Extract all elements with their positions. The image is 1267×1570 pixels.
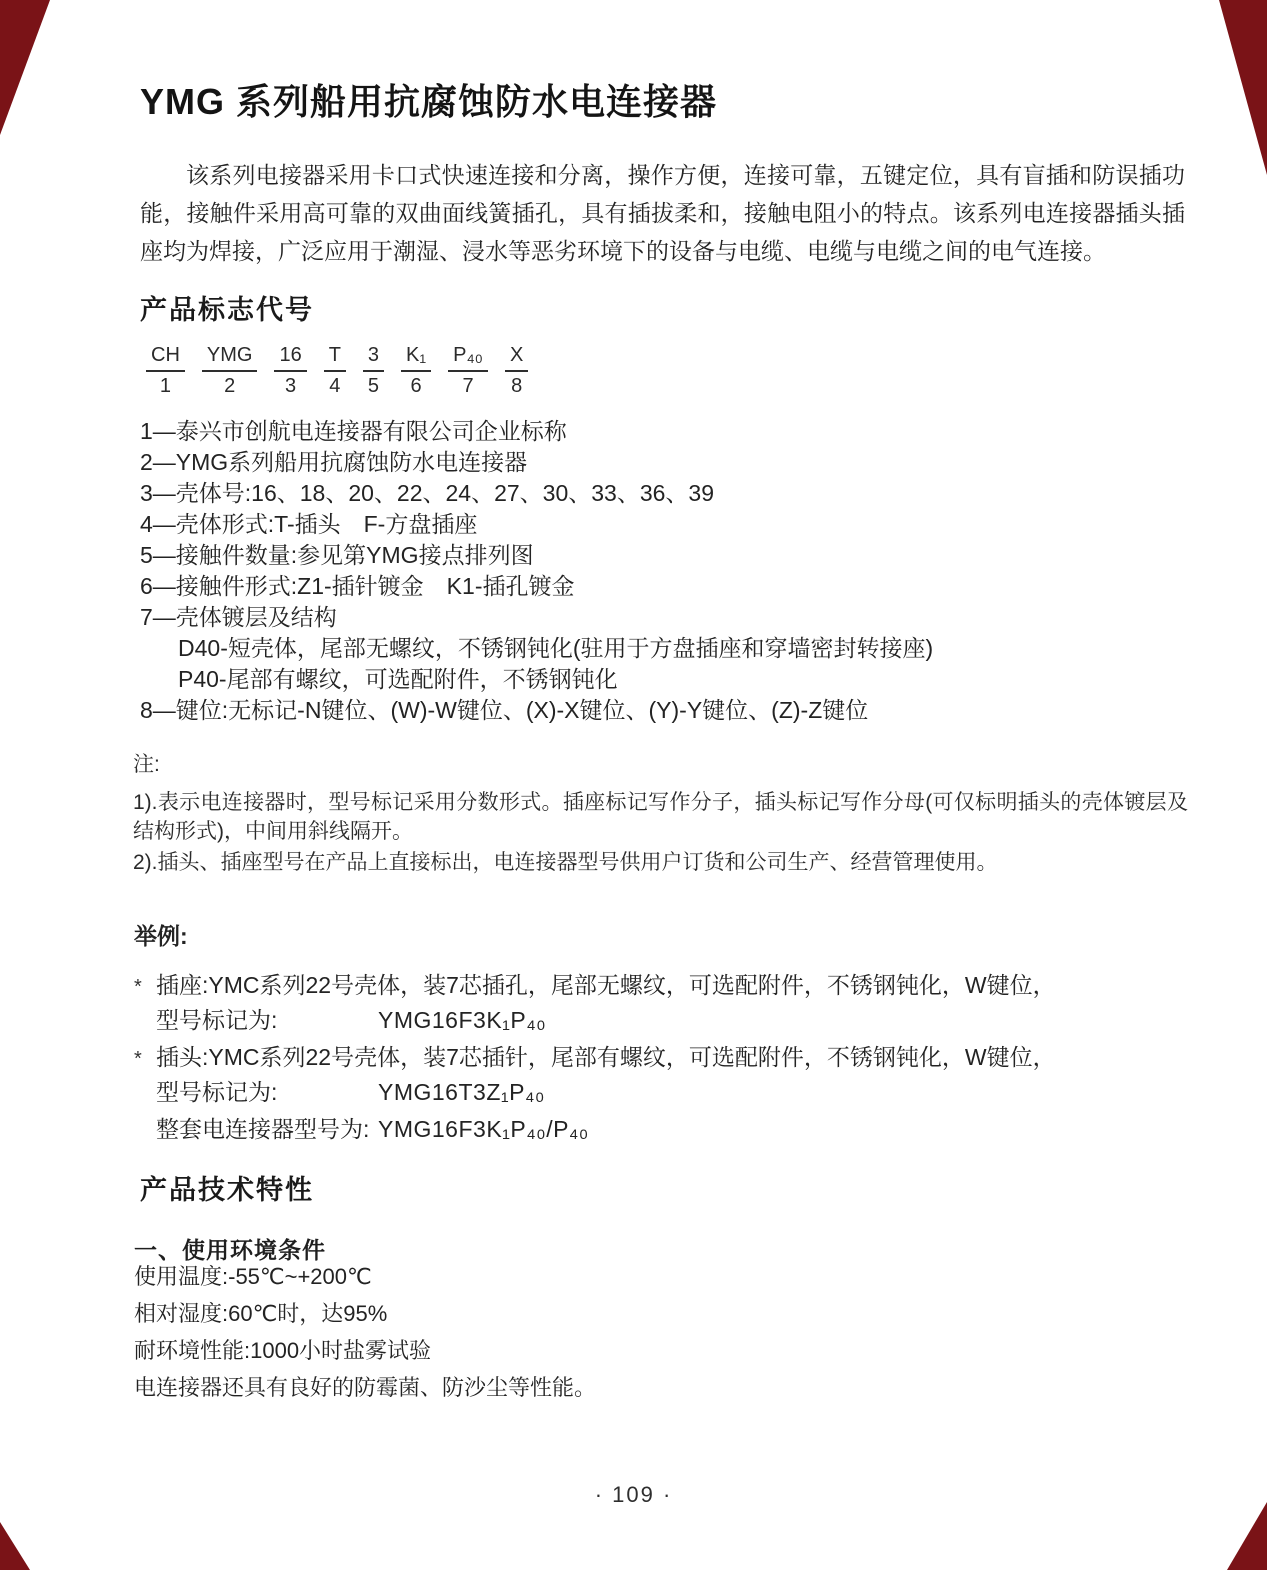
example-1-desc-line	[134, 970, 1134, 1002]
code-fraction-2-denominator: 2	[224, 375, 236, 397]
example-2-model-label: 型号标记为:	[156, 1079, 278, 1105]
code-fraction-3-numerator: 16	[274, 344, 306, 372]
tech-section-heading: 产品技术特性	[140, 1175, 314, 1205]
code-fraction-1	[146, 344, 185, 398]
scan-artifact-top-left	[0, 0, 50, 135]
legend-item-7-sub-d40: D40-短壳体，尾部无螺纹，不锈钢钝化(驻用于方盘插座和穿墙密封转接座)	[178, 635, 934, 661]
tech-spec-lines	[134, 1258, 596, 1406]
code-fraction-5-denominator: 5	[367, 375, 380, 397]
legend-item-8: 8—键位:无标记-N键位、(W)-W键位、(X)-X键位、(Y)-Y键位、(Z)-Z键位	[140, 697, 869, 723]
example-2-set-label: 整套电连接器型号为:	[156, 1116, 370, 1142]
legend-item-7: 7—壳体镀层及结构	[140, 604, 337, 630]
code-fraction-8	[505, 344, 528, 398]
legend-item-6: 6—接触件形式:Z1-插针镀金 K1-插孔镀金	[140, 573, 575, 599]
code-fraction-3-denominator: 3	[285, 375, 297, 397]
legend-item-5: 5—接触件数量:参见第YMG接点排列图	[140, 542, 534, 568]
legend-item-4: 4—壳体形式:T-插头 F-方盘插座	[140, 511, 478, 537]
legend-item-1: 1—泰兴市创航电连接器有限公司企业标称	[140, 418, 567, 444]
code-fraction-2-numerator: YMG	[202, 344, 258, 372]
marking-legend-list	[140, 416, 1200, 726]
scan-artifact-bottom-right	[1227, 1502, 1267, 1570]
legend-item-2: 2—YMG系列船用抗腐蚀防水电连接器	[140, 449, 528, 475]
code-fraction-6	[401, 344, 431, 398]
code-fraction-7	[448, 344, 488, 398]
code-fraction-4-denominator: 4	[329, 375, 341, 397]
code-fraction-8-denominator: 8	[511, 375, 523, 397]
tech-line-salt-spray: 耐环境性能:1000小时盐雾试验	[134, 1338, 432, 1363]
example-2-model-value: YMG16T3Z₁P₄₀	[378, 1079, 545, 1105]
example-2-desc: 插头:YMC系列22号壳体，装7芯插针，尾部有螺纹，可选配附件，不锈钢钝化，W键位，	[156, 1044, 1056, 1070]
code-fraction-7-denominator: 7	[462, 375, 474, 397]
notes-block	[133, 750, 1188, 879]
example-2-desc-line	[134, 1042, 1134, 1074]
code-fraction-6-denominator: 6	[410, 375, 422, 397]
example-2-set-line	[134, 1114, 1134, 1144]
tech-env-subheading: 一、使用环境条件	[134, 1237, 326, 1263]
asterisk-bullet-icon: *	[134, 976, 142, 998]
example-1-model-value: YMG16F3K₁P₄₀	[378, 1007, 547, 1033]
intro-paragraph: 该系列电接器采用卡口式快速连接和分离，操作方便，连接可靠，五键定位，具有盲插和防误插功能，接触件采用高可靠的双曲面线簧插孔，具有插拔柔和，接触电阻小的特点。该系列电连接器插头插座均为焊接，广泛应用于潮湿、浸水等恶劣环境下的设备与电缆、电缆与电缆之间的电气连接。	[140, 162, 1185, 264]
note-1: 1).表示电连接器时，型号标记采用分数形式。插座标记写作分子，插头标记写作分母(可仅标明插头的壳体镀层及结构形式)，中间用斜线隔开。	[133, 791, 1188, 843]
code-fraction-1-denominator: 1	[159, 375, 171, 397]
code-fraction-7-numerator: P₄₀	[448, 344, 488, 372]
tech-line-mold-dust: 电连接器还具有良好的防霉菌、防沙尘等性能。	[134, 1375, 597, 1400]
code-fraction-8-numerator: X	[505, 344, 528, 372]
code-fraction-4	[324, 344, 346, 398]
note-2: 2).插头、插座型号在产品上直接标出，电连接器型号供用户订货和公司生产、经营管理使用。	[133, 851, 998, 874]
page-number: · 109 ·	[594, 1482, 673, 1507]
legend-item-7-sub-p40: P40-尾部有螺纹，可选配附件，不锈钢钝化	[178, 666, 618, 692]
example-1-desc: 插座:YMC系列22号壳体，装7芯插孔，尾部无螺纹，可选配附件，不锈钢钝化，W键位，	[156, 972, 1056, 998]
code-fraction-5	[363, 344, 384, 398]
tech-line-temperature: 使用温度:-55℃~+200℃	[134, 1264, 372, 1289]
page-title: YMG 系列船用抗腐蚀防水电连接器	[140, 81, 718, 122]
scan-artifact-bottom-left	[0, 1522, 30, 1570]
asterisk-bullet-icon: *	[134, 1048, 142, 1070]
code-fraction-6-numerator: K₁	[401, 344, 431, 372]
notes-heading: 注:	[133, 753, 160, 776]
example-2-model-line	[134, 1077, 1134, 1107]
code-fraction-1-numerator: CH	[146, 344, 185, 372]
code-fraction-5-numerator: 3	[363, 344, 384, 372]
tech-line-humidity: 相对湿度:60℃时，达95%	[134, 1301, 388, 1326]
marking-code-fraction-row	[146, 344, 528, 398]
example-2-set-value: YMG16F3K₁P₄₀/P₄₀	[378, 1116, 589, 1142]
code-fraction-4-numerator: T	[324, 344, 346, 372]
marking-section-heading: 产品标志代号	[140, 295, 314, 325]
example-1-model-line	[134, 1005, 1134, 1035]
code-fraction-3	[274, 344, 306, 398]
example-1-model-label: 型号标记为:	[156, 1007, 278, 1033]
code-fraction-2	[202, 344, 258, 398]
examples-heading: 举例:	[134, 923, 188, 949]
scan-artifact-top-right	[1219, 0, 1267, 175]
legend-item-3: 3—壳体号:16、18、20、22、24、27、30、33、36、39	[140, 480, 715, 506]
examples-block	[134, 918, 1134, 1151]
